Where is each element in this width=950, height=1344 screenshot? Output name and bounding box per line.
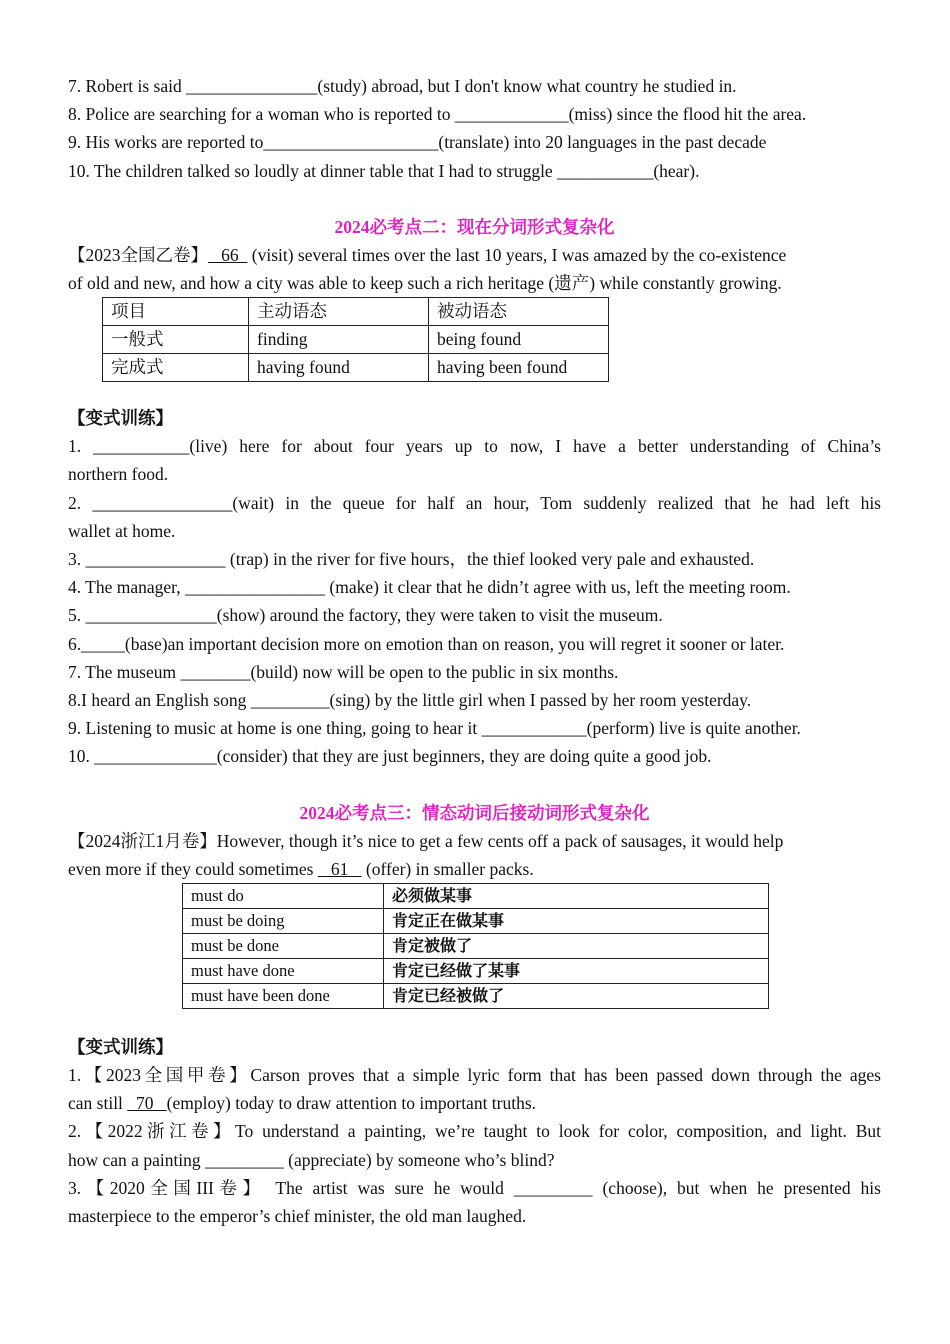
exercise-text: (employ) today to draw attention to important truths. [166,1093,537,1114]
exercise-item: 3. ________________ (trap) in the river for five hours，the thief looked very pale and exhausted. [68,549,755,570]
exercise-item: 1. ___________(live) here for about four years up to now, I have a better understanding of China’s [68,436,881,457]
exercise-item: 1.【2023全国甲卷】Carson proves that a simple lyric form that has been passed down through the ages [68,1065,881,1086]
exam-source: 【2023全国乙卷】 [68,244,208,265]
practice-heading-3: 【变式训练】 [68,1037,173,1058]
table-cell: being found [429,326,609,354]
table-cell: having found [249,354,429,382]
exercise-item: 9. Listening to music at home is one thing, going to hear it ____________(perform) live is quite another. [68,718,801,739]
exercise-item: 7. Robert is said _______________(study) abroad, but I don't know what country he studied in. [68,76,737,96]
modal-verb-table [182,883,769,1009]
example-text: even more if they could sometimes [68,858,318,879]
section-title-2: 2024必考点二：现在分词形式复杂化 [334,216,615,237]
table-row [103,298,609,326]
answer-blank: 70 [127,1093,167,1114]
table-row [103,326,609,354]
table-row [103,354,609,382]
table-cell: 完成式 [103,354,249,382]
table-row [183,884,769,909]
exercise-text: can still [68,1093,128,1114]
section-title-3: 2024必考点三：情态动词后接动词形式复杂化 [299,802,650,823]
exercise-item: 8.I heard an English song _________(sing) by the little girl when I passed by her room yesterday. [68,690,752,711]
exercise-item: 10. The children talked so loudly at dinner table that I had to struggle ___________(hear). [68,160,700,181]
exercise-item: 2.【2022浙江卷】To understand a painting, we’re taught to look for color, composition, and light. But [68,1121,881,1142]
exercise-item: 7. The museum ________(build) now will be open to the public in six months. [68,661,619,682]
participle-form-table [102,297,609,382]
exercise-item: 8. Police are searching for a woman who is reported to _____________(miss) since the flood hit the area. [68,104,807,125]
table-cell: 肯定已经做了某事 [384,959,769,984]
table-cell: 一般式 [103,326,249,354]
practice-list-2 [68,432,881,770]
answer-blank: 61 [317,858,362,879]
table-cell: 肯定正在做某事 [384,909,769,934]
table-cell: finding [249,326,429,354]
table-cell: must be done [183,934,384,959]
table-cell: must have been done [183,984,384,1009]
table-row [183,959,769,984]
table-cell: 主动语态 [249,298,429,326]
top-exercise-list [68,72,881,185]
example-text: (visit) several times over the last 10 years, I was amazed by the co-existence [247,244,787,265]
answer-blank: 66 [208,244,248,265]
table-row [183,909,769,934]
exercise-item: 10. ______________(consider) that they are just beginners, they are doing quite a good job. [68,746,712,767]
table-cell: 肯定被做了 [384,934,769,959]
practice-heading-2: 【变式训练】 [68,408,173,429]
exercise-item: 2. ________________(wait) in the queue for half an hour, Tom suddenly realized that he had left his [68,492,881,513]
practice-list-3 [68,1061,881,1230]
example-sentence-3-line1: 【2024浙江1月卷】However, though it’s nice to get a few cents off a pack of sausages, it would help [68,830,784,851]
table-cell: 肯定已经被做了 [384,984,769,1009]
exercise-item: 4. The manager, ________________ (make) it clear that he didn’t agree with us, left the meeting room. [68,577,791,598]
exercise-item-continued [68,1089,881,1117]
table-cell: must do [183,884,384,909]
exercise-item-continued: northern food. [68,464,169,485]
exercise-item-continued: how can a painting _________ (appreciate) by someone who’s blind? [68,1149,555,1170]
table-row [183,984,769,1009]
table-row [183,934,769,959]
example-sentence-3-line2 [68,855,881,883]
table-cell: 项目 [103,298,249,326]
example-text: (offer) in smaller packs. [361,858,534,879]
table-cell: must have done [183,959,384,984]
example-sentence-2-line2: of old and new, and how a city was able to keep such a rich heritage (遗产) while constantly growing. [68,273,782,294]
exercise-item: 9. His works are reported to____________________(translate) into 20 languages in the past decade [68,132,767,153]
table-cell: 必须做某事 [384,884,769,909]
exercise-item: 5. _______________(show) around the factory, they were taken to visit the museum. [68,605,663,626]
exercise-item: 6._____(base)an important decision more on emotion than on reason, you will regret it sooner or later. [68,633,785,654]
exercise-item: 3.【2020全国III卷】 The artist was sure he would _________ (choose), but when he presented his [68,1177,881,1198]
exercise-item-continued: wallet at home. [68,520,176,541]
exercise-item-continued: masterpiece to the emperor’s chief minister, the old man laughed. [68,1206,527,1227]
table-cell: 被动语态 [429,298,609,326]
table-cell: must be doing [183,909,384,934]
table-cell: having been found [429,354,609,382]
example-sentence-2-line1 [68,241,881,269]
